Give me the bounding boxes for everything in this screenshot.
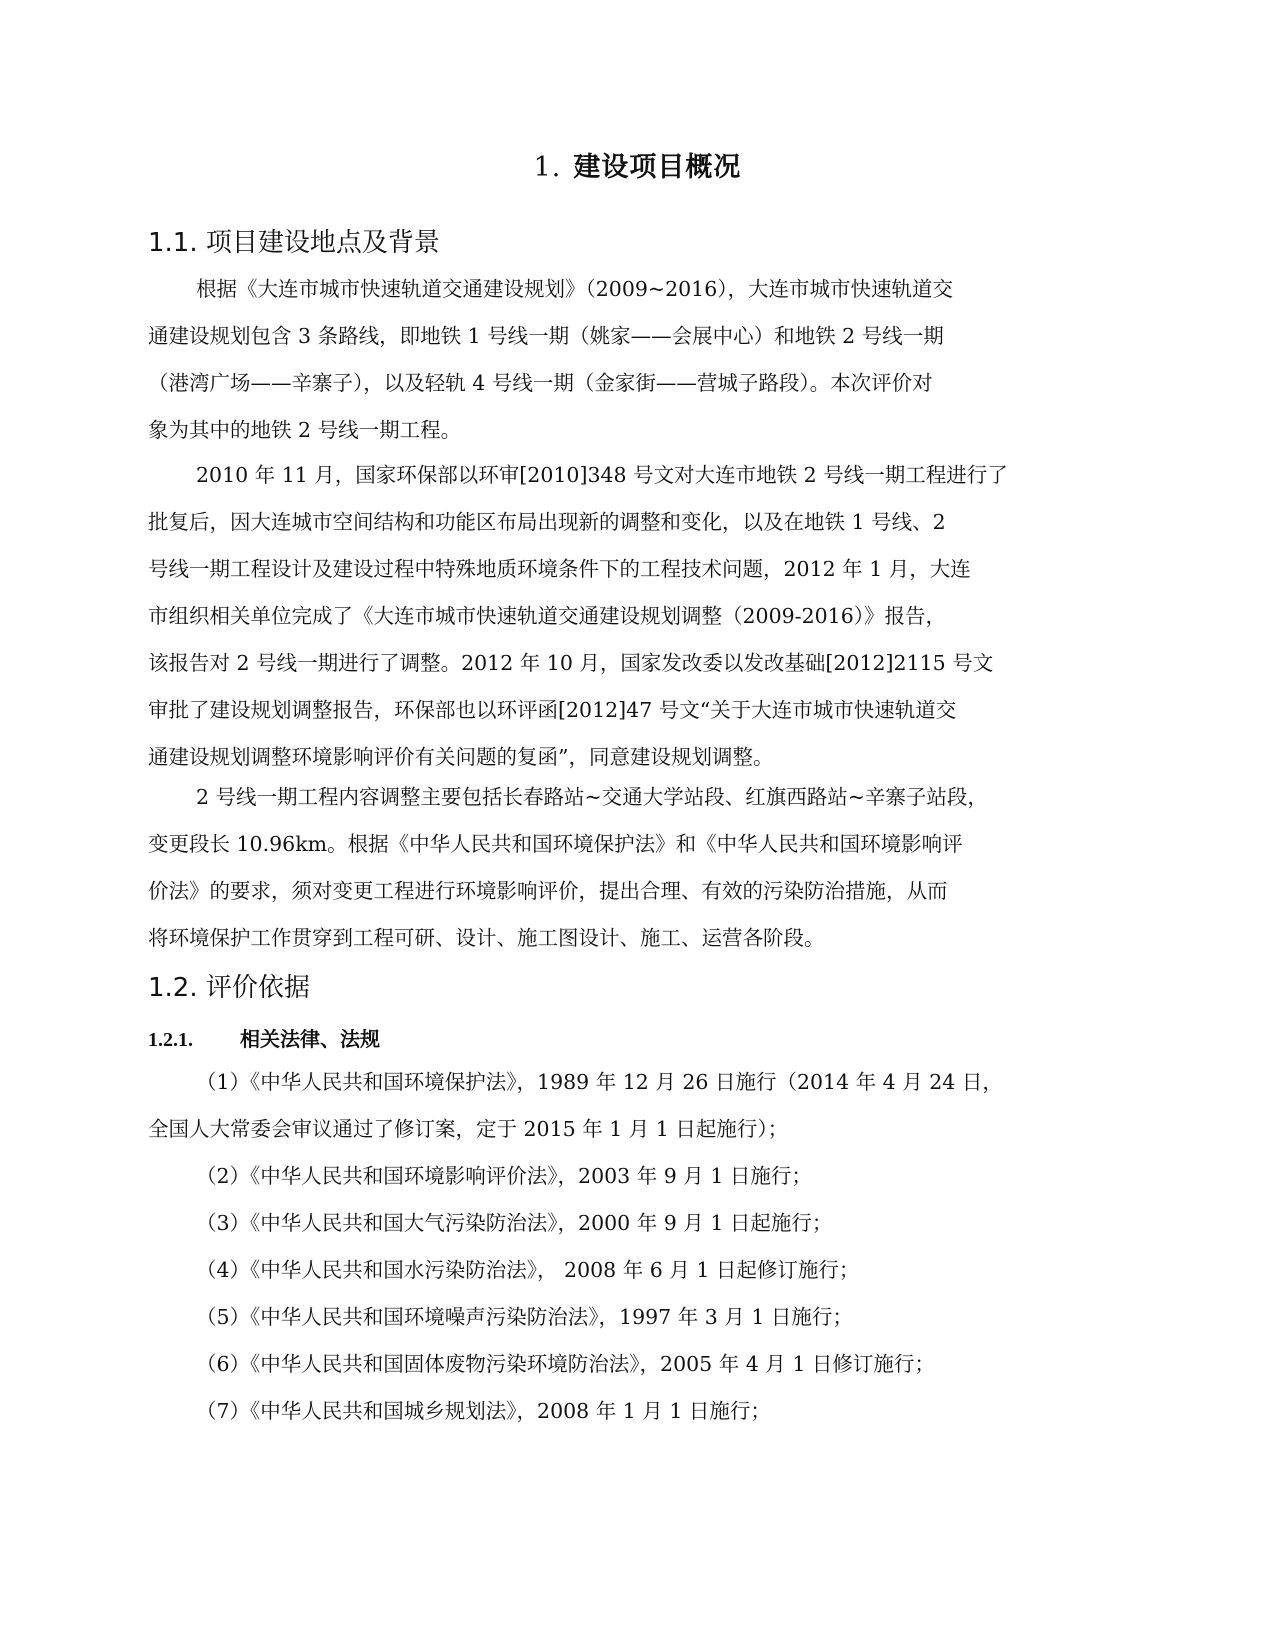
text-line: 市组织相关单位完成了《大连市城市快速轨道交通建设规划调整（2009-2016）》报告， — [148, 604, 947, 628]
list-item: （4）《中华人民共和国水污染防治法》， 2008 年 6 月 1 日起修订施行； — [196, 1258, 860, 1282]
paragraph-approval-history — [148, 452, 1128, 781]
text-line: 价法》的要求，须对变更工程进行环境影响评价，提出合理、有效的污染防治措施，从而 — [148, 879, 948, 903]
subsection-heading-1-2-1 — [148, 1023, 380, 1052]
text-line: 号线一期工程设计及建设过程中特殊地质环境条件下的工程技术问题，2012 年 1 月，大连 — [148, 557, 971, 581]
text-line: 2 号线一期工程内容调整主要包括长春路站~交通大学站段、红旗西路站~辛寨子站段， — [196, 785, 988, 809]
title-text: 建设项目概况 — [573, 152, 742, 183]
list-item: （5）《中华人民共和国环境噪声污染防治法》，1997 年 3 月 1 日施行； — [196, 1305, 853, 1329]
list-item: （3）《中华人民共和国大气污染防治法》，2000 年 9 月 1 日起施行； — [196, 1211, 833, 1235]
subsection-number: 1.2.1. — [148, 1029, 193, 1051]
text-line: 通建设规划调整环境影响评价有关问题的复函”，同意建设规划调整。 — [148, 745, 774, 769]
list-item: （1）《中华人民共和国环境保护法》，1989 年 12 月 26 日施行（2014 年 4 月 24 日， — [196, 1070, 1003, 1094]
list-item-continuation: 全国人大常委会审议通过了修订案，定于 2015 年 1 月 1 日起施行）； — [148, 1117, 789, 1141]
text-line: 2010 年 11 月，国家环保部以环审[2010]348 号文对大连市地铁 2 号线一期工程进行了 — [196, 463, 1008, 487]
page-title — [0, 145, 1275, 184]
text-line: 批复后，因大连城市空间结构和功能区布局出现新的调整和变化，以及在地铁 1 号线、2 — [148, 510, 946, 534]
law-list — [148, 1059, 1138, 1435]
subsection-title: 相关法律、法规 — [240, 1027, 380, 1051]
list-item: （6）《中华人民共和国固体废物污染环境防治法》，2005 年 4 月 1 日修订施行； — [196, 1352, 935, 1376]
paragraph-adjustment-scope — [148, 774, 1128, 962]
text-line: 变更段长 10.96km。根据《中华人民共和国环境保护法》和《中华人民共和国环境影响评 — [148, 832, 963, 856]
paragraph-background — [148, 266, 1128, 454]
text-line: 象为其中的地铁 2 号线一期工程。 — [148, 418, 462, 442]
section-heading-1-2: 1.2. 评价依据 — [148, 973, 310, 1003]
text-line: 该报告对 2 号线一期进行了调整。2012 年 10 月，国家发改委以发改基础[2012]2115 号文 — [148, 651, 994, 675]
title-number: 1. — [533, 152, 562, 183]
text-line: 将环境保护工作贯穿到工程可研、设计、施工图设计、施工、运营各阶段。 — [148, 926, 825, 950]
text-line: 通建设规划包含 3 条路线，即地铁 1 号线一期（姚家——会展中心）和地铁 2 号线一期 — [148, 324, 944, 348]
list-item: （7）《中华人民共和国城乡规划法》，2008 年 1 月 1 日施行； — [196, 1399, 771, 1423]
text-line: （港湾广场——辛寨子），以及轻轨 4 号线一期（金家街——营城子路段）。本次评价对 — [148, 371, 933, 395]
section-heading-1-1: 1.1. 项目建设地点及背景 — [148, 228, 440, 258]
list-item: （2）《中华人民共和国环境影响评价法》，2003 年 9 月 1 日施行； — [196, 1164, 812, 1188]
text-line: 审批了建设规划调整报告，环保部也以环评函[2012]47 号文“关于大连市城市快速轨道交 — [148, 698, 957, 722]
text-line: 根据《大连市城市快速轨道交通建设规划》（2009~2016），大连市城市快速轨道交 — [196, 277, 954, 301]
